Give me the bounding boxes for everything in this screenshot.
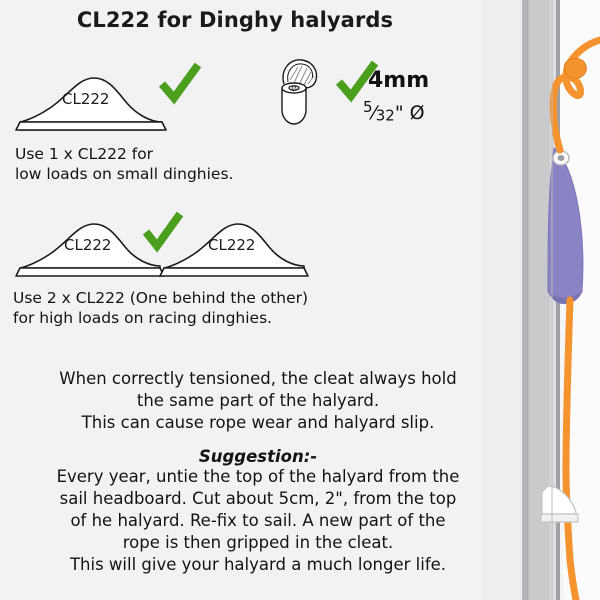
check-mark-icon-single xyxy=(157,62,203,115)
cleat-label-single: CL222 xyxy=(62,90,110,108)
double-cleat-caption-line1: Use 2 x CL222 (One behind the other) xyxy=(13,289,309,307)
rope-size-numerator: 5 xyxy=(363,98,373,116)
page-title: CL222 for Dinghy halyards xyxy=(76,8,394,32)
suggestion-line3: of he halyard. Re-fix to sail. A new part of the xyxy=(70,511,446,531)
suggestion-line5: This will give your halyard a much longer life. xyxy=(69,555,447,575)
check-mark-icon-double xyxy=(142,212,184,259)
suggestion-heading: Suggestion:- xyxy=(198,447,318,466)
halyard-photo xyxy=(482,0,600,600)
suggestion-line1: Every year, untie the top of the halyard from the xyxy=(56,467,460,486)
rope-size-denominator: 32 xyxy=(375,106,395,125)
cleat-label-left: CL222 xyxy=(64,236,112,254)
tension-note-line1: When correctly tensioned, the cleat always hold xyxy=(59,369,457,388)
single-cleat-caption xyxy=(15,144,315,185)
rope-size-imperial: $^5$⁄32" Ø xyxy=(363,98,425,125)
tension-note xyxy=(8,368,508,434)
double-cleat-caption-line2: for high loads on racing dinghies. xyxy=(13,309,273,328)
suggestion-line4: rope is then gripped in the cleat. xyxy=(122,533,394,553)
double-cleat-caption xyxy=(13,288,393,329)
single-cleat-caption-line2: low loads on small dinghies. xyxy=(15,165,234,184)
svg-text:Ø: Ø xyxy=(291,85,297,93)
cleat-label-right: CL222 xyxy=(208,236,256,254)
tension-note-line2: the same part of the halyard. xyxy=(136,391,380,411)
single-cleat-drawing xyxy=(12,62,172,142)
suggestion-body xyxy=(8,466,508,577)
suggestion-line2: sail headboard. Cut about 5cm, 2", from the top xyxy=(59,489,457,509)
single-cleat-caption-line1: Use 1 x CL222 for xyxy=(15,145,154,163)
rope-size-suffix: " Ø xyxy=(394,101,425,124)
rope-size-metric: 4mm xyxy=(368,68,430,93)
tension-note-line3: This can cause rope wear and halyard slip. xyxy=(81,413,435,433)
rope-end-icon xyxy=(272,54,334,126)
